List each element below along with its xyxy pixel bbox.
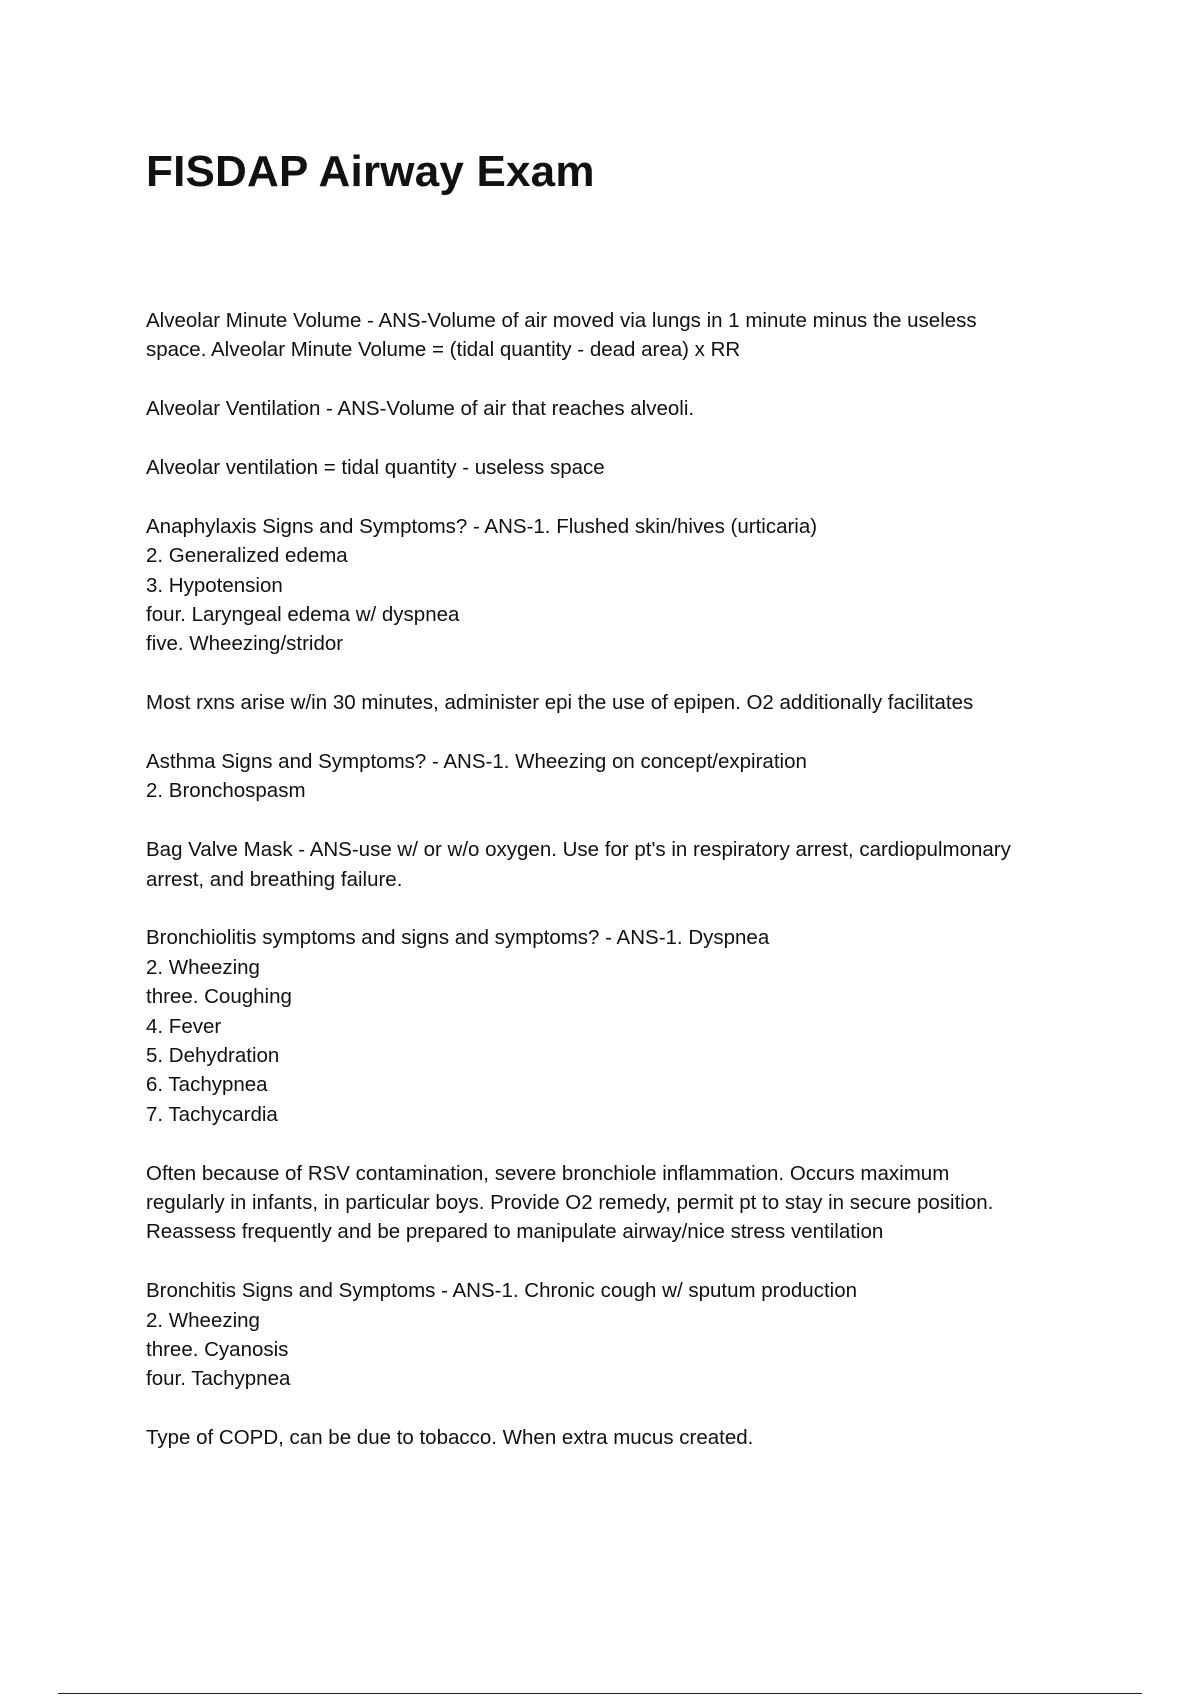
qa-paragraph <box>146 453 1096 482</box>
document-title: FISDAP Airway Exam <box>146 147 595 196</box>
qa-paragraph <box>146 688 1096 717</box>
paragraph-line: space. Alveolar Minute Volume = (tidal quantity - dead area) x RR <box>146 338 741 362</box>
paragraph-line: 2. Bronchospasm <box>146 779 306 803</box>
paragraph-line: Alveolar ventilation = tidal quantity - useless space <box>146 456 605 479</box>
paragraph-line: 2. Generalized edema <box>146 544 348 568</box>
paragraph-line: 7. Tachycardia <box>146 1102 278 1126</box>
paragraph-line: Alveolar Minute Volume - ANS-Volume of air moved via lungs in 1 minute minus the useless <box>146 309 977 332</box>
qa-paragraph <box>146 1423 1096 1452</box>
paragraph-line: four. Laryngeal edema w/ dyspnea <box>146 603 460 627</box>
paragraph-line: Asthma Signs and Symptoms? - ANS-1. Wheezing on concept/expiration <box>146 750 807 774</box>
paragraph-line: regularly in infants, in particular boys. Provide O2 remedy, permit pt to stay in secure position. <box>146 1191 994 1215</box>
paragraph-line: arrest, and breathing failure. <box>146 867 403 891</box>
paragraph-line: three. Coughing <box>146 985 292 1009</box>
document-body <box>146 306 1096 1482</box>
page-bottom-divider <box>58 1693 1142 1694</box>
qa-paragraph <box>146 747 1096 806</box>
qa-paragraph <box>146 512 1096 659</box>
paragraph-line: Anaphylaxis Signs and Symptoms? - ANS-1. Flushed skin/hives (urticaria) <box>146 514 818 538</box>
paragraph-line: 2. Wheezing <box>146 1308 260 1332</box>
paragraph-line: 5. Dehydration <box>146 1044 280 1068</box>
paragraph-line: Bronchitis Signs and Symptoms - ANS-1. Chronic cough w/ sputum production <box>146 1279 857 1303</box>
qa-paragraph <box>146 1276 1096 1394</box>
paragraph-line: Alveolar Ventilation - ANS-Volume of air that reaches alveoli. <box>146 397 695 421</box>
paragraph-line: Bag Valve Mask - ANS-use w/ or w/o oxygen. Use for pt's in respiratory arrest, cardiopulmonary <box>146 838 1011 862</box>
paragraph-line: Often because of RSV contamination, severe bronchiole inflammation. Occurs maximum <box>146 1161 950 1185</box>
qa-paragraph <box>146 835 1096 894</box>
paragraph-line: 3. Hypotension <box>146 573 283 597</box>
paragraph-line: 6. Tachypnea <box>146 1073 268 1097</box>
paragraph-line: four. Tachypnea <box>146 1367 291 1391</box>
qa-paragraph <box>146 306 1096 365</box>
paragraph-line: three. Cyanosis <box>146 1338 289 1362</box>
paragraph-line: Reassess frequently and be prepared to manipulate airway/nice stress ventilation <box>146 1220 884 1244</box>
paragraph-line: 4. Fever <box>146 1014 222 1038</box>
paragraph-line: Type of COPD, can be due to tobacco. When extra mucus created. <box>146 1426 754 1450</box>
qa-paragraph <box>146 923 1096 1129</box>
qa-paragraph <box>146 1159 1096 1247</box>
paragraph-line: five. Wheezing/stridor <box>146 632 344 656</box>
paragraph-line: Bronchiolitis symptoms and signs and symptoms? - ANS-1. Dyspnea <box>146 926 770 950</box>
paragraph-line: 2. Wheezing <box>146 955 260 979</box>
paragraph-line: Most rxns arise w/in 30 minutes, administer epi the use of epipen. O2 additionally facilitates <box>146 691 974 715</box>
qa-paragraph <box>146 394 1096 423</box>
